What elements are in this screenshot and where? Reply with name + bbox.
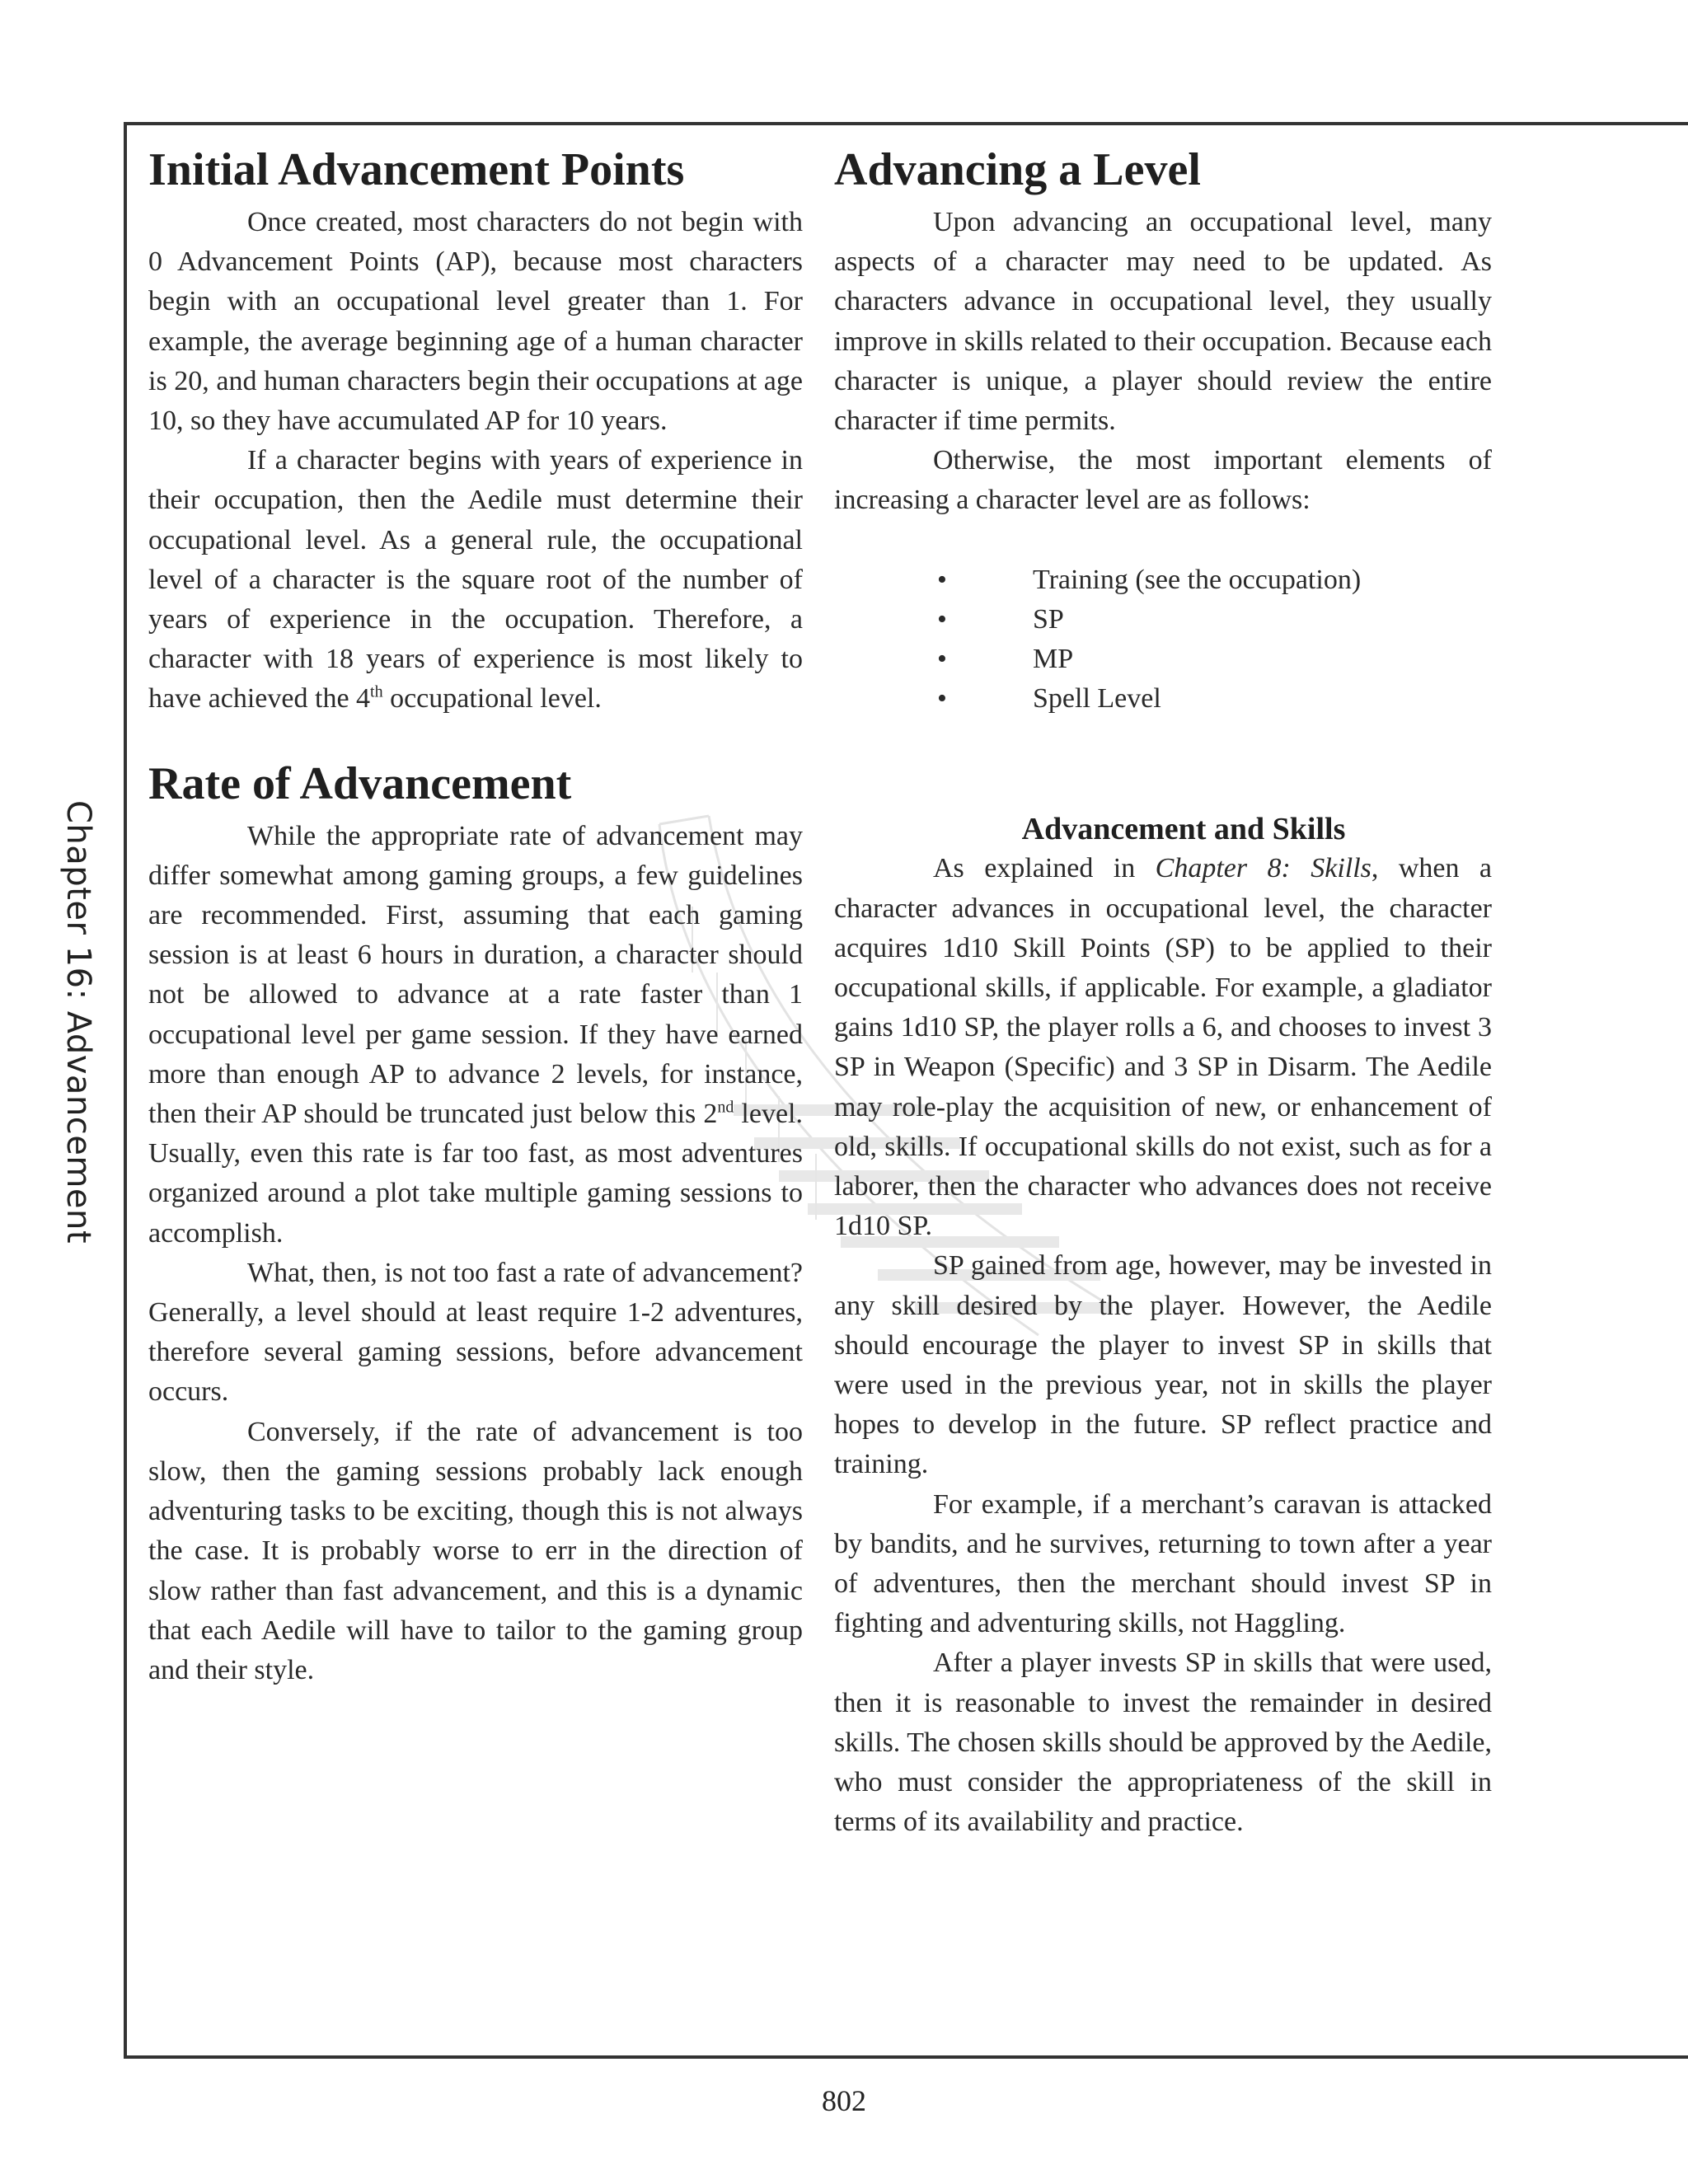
rate-of-advancement-heading: Rate of Advancement — [148, 757, 572, 809]
paragraph: Once created, most characters do not begin with 0 Advancement Points (AP), because most characters begin with an occupational level greater than 1. For example, the average beginning age of a human character is 20, and human characters begin their occupations at age 10, so they have accumulated AP for 10 years. — [148, 207, 803, 437]
bullet-icon: • — [937, 564, 947, 595]
left-column — [148, 143, 803, 1690]
paragraph: While the appropriate rate of advancement may differ somewhat among gaming groups, a few guidelines are recommended. First, assuming that each gaming session is at least 6 hours in duration, a character should not be allowed to advance at a rate faster than 1 occupational level per game session. If they have earned more than enough AP to advance 2 levels, for instance, then their AP should be truncated just below this 2nd level. Usually, even this rate is far too fast, as most adventures organized around a plot take multiple gaming sessions to accomplish. — [148, 820, 803, 1249]
list-item: • SP — [834, 600, 1492, 640]
bullet-icon: • — [937, 603, 947, 635]
page-number: 802 — [822, 2084, 866, 2117]
paragraph: What, then, is not too fast a rate of advancement? Generally, a level should at least require 1-2 adventures, therefore several gaming sessions, before advancement occurs. — [148, 1257, 803, 1408]
advancement-and-skills-heading: Advancement and Skills — [1021, 812, 1346, 847]
right-column — [834, 143, 1492, 1842]
list-item: • Training (see the occupation) — [834, 560, 1492, 600]
paragraph: As explained in Chapter 8: Skills, when a character advances in occupational level, the character acquires 1d10 Skill Points (SP) to be applied to their occupational skills, if applicable. For example, a gladiator gains 1d10 SP, the player rolls a 6, and chooses to invest 3 SP in Weapon (Specific) and 3 SP in Disarm. The Aedile may role-play the acquisition of new, or enhancement of old, skills. If occupational skills do not exist, such as for a laborer, then the character who advances does not receive 1d10 SP. — [834, 853, 1492, 1242]
initial-advancement-points-heading: Initial Advancement Points — [148, 144, 685, 195]
list-item: • MP — [834, 640, 1492, 679]
frame-bottom-rule — [124, 2055, 1688, 2059]
bullet-icon: • — [937, 683, 947, 715]
advancing-a-level-heading: Advancing a Level — [834, 144, 1201, 195]
list-item: • Spell Level — [834, 679, 1492, 719]
paragraph: SP gained from age, however, may be invested in any skill desired by the player. However, the Aedile should encourage the player to invest SP in skills that were used in the previous year, not in skills the player hopes to develop in the future. SP reflect practice and training. — [834, 1250, 1492, 1480]
level-elements-list — [834, 560, 1492, 719]
paragraph: For example, if a merchant’s caravan is attacked by bandits, and he survives, returning to town after a year of adventures, then the merchant should invest SP in fighting and adventuring skills, not Haggling. — [834, 1488, 1492, 1639]
frame-left-rule — [124, 122, 127, 2059]
chapter-side-label: Chapter 16: Advancement — [59, 799, 97, 1244]
paragraph: Otherwise, the most important elements of increasing a character level are as follows: — [834, 445, 1492, 516]
paragraph: After a player invests SP in skills that were used, then it is reasonable to invest the remainder in desired skills. The chosen skills should be approved by the Aedile, who must consider the appropriateness of the skill in terms of its availability and practice. — [834, 1647, 1492, 1838]
bullet-icon: • — [937, 644, 947, 674]
chapter-reference: Chapter 8: Skills — [1155, 853, 1372, 884]
frame-top-rule — [124, 122, 1688, 125]
paragraph: Conversely, if the rate of advancement is too slow, then the gaming sessions probably lack enough adventuring tasks to be exciting, though this is not always the case. It is probably worse to err in the direction of slow rather than fast advancement, and this is a dynamic that each Aedile will have to tailor to the gaming group and their style. — [148, 1416, 803, 1685]
paragraph: Upon advancing an occupational level, many aspects of a character may need to be updated. As characters advance in occupational level, they usually improve in skills related to their occupation. Because each character is unique, a player should review the entire character if time permits. — [834, 207, 1492, 437]
paragraph: If a character begins with years of experience in their occupation, then the Aedile must determine their occupational level. As a general rule, the occupational level of a character is the square root of the number of years of experience in the occupation. Therefore, a character with 18 years of experience is most likely to have achieved the 4th occupational level. — [148, 445, 803, 715]
